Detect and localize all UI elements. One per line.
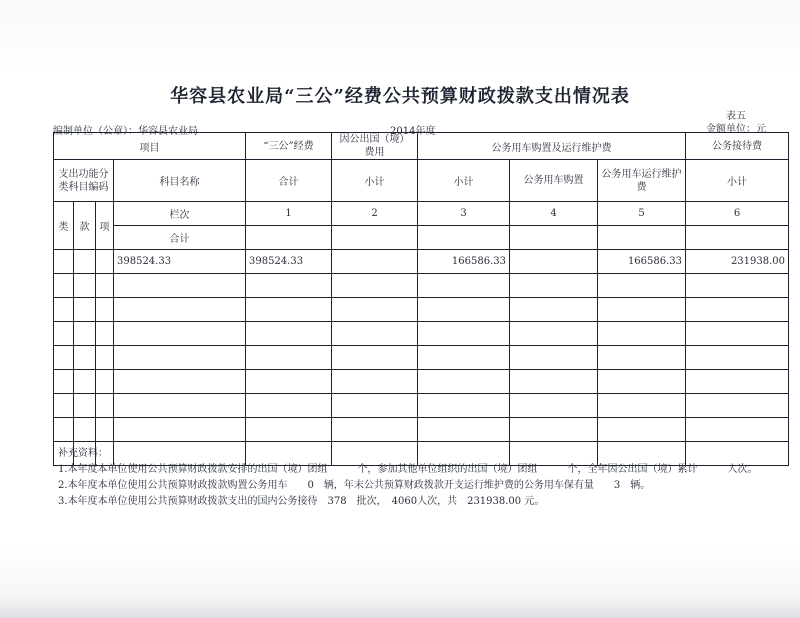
data-vehicle-purchase-value: [510, 250, 598, 274]
data-reception-value: 231938.00: [686, 250, 789, 274]
table-cell: [686, 370, 789, 394]
header-subject-name: 科目名称: [114, 160, 246, 202]
table-cell: [74, 370, 96, 394]
table-cell: [246, 274, 332, 298]
table-cell: [510, 298, 598, 322]
table-cell: [418, 346, 510, 370]
table-cell: [96, 322, 114, 346]
fiscal-year: 2014年度: [390, 126, 436, 137]
table-cell: [114, 346, 246, 370]
table-cell: [114, 274, 246, 298]
table-cell: [246, 226, 332, 250]
table-row: [54, 394, 789, 418]
table-cell: [332, 226, 418, 250]
table-cell: [96, 418, 114, 442]
table-row: [54, 370, 789, 394]
header-vehicle-operation: 公务用车运行维护费: [598, 160, 686, 202]
table-cell: [54, 298, 74, 322]
table-cell: [418, 418, 510, 442]
column-index-6: 6: [686, 202, 789, 226]
table-cell: [74, 346, 96, 370]
table-cell: [96, 346, 114, 370]
table-cell: [54, 250, 74, 274]
table-cell: [332, 394, 418, 418]
expenditure-table: [53, 132, 789, 466]
table-cell: [598, 346, 686, 370]
table-cell: [54, 274, 74, 298]
table-cell: [246, 346, 332, 370]
table-cell: [598, 418, 686, 442]
column-index-5: 5: [598, 202, 686, 226]
column-index-1: 1: [246, 202, 332, 226]
header-vehicle-purchase: 公务用车购置: [510, 160, 598, 202]
table-cell: [418, 274, 510, 298]
amount-unit: 金额单位：元: [706, 124, 766, 135]
table-cell: [686, 298, 789, 322]
header-abroad-subtotal: 小计: [332, 160, 418, 202]
header-reception: 公务接待费: [686, 133, 789, 160]
table-cell: [598, 394, 686, 418]
table-cell: [686, 322, 789, 346]
table-cell: [332, 418, 418, 442]
table-cell: [54, 322, 74, 346]
table-row: [54, 274, 789, 298]
data-subject-value: 398524.33: [114, 250, 246, 274]
table-cell: [332, 298, 418, 322]
table-cell: [510, 370, 598, 394]
header-func-code: 支出功能分类科目编码: [54, 160, 114, 202]
table-cell: [96, 274, 114, 298]
table-cell: [510, 226, 598, 250]
table-cell: [96, 394, 114, 418]
table-cell: [96, 370, 114, 394]
table-row: [54, 298, 789, 322]
data-vehicle-subtotal-value: 166586.33: [418, 250, 510, 274]
table-cell: [114, 394, 246, 418]
table-cell: [114, 418, 246, 442]
table-row: [54, 346, 789, 370]
header-lei: 类: [54, 202, 74, 250]
table-cell: [418, 298, 510, 322]
table-cell: [246, 394, 332, 418]
table-cell: [686, 346, 789, 370]
column-index-4: 4: [510, 202, 598, 226]
page-edge-shadow: [0, 596, 800, 618]
table-cell: [246, 418, 332, 442]
table-cell: [598, 322, 686, 346]
table-cell: [96, 250, 114, 274]
header-total: 合计: [246, 160, 332, 202]
supplementary-notes: [58, 446, 758, 510]
table-cell: [74, 274, 96, 298]
table-cell: [114, 298, 246, 322]
header-item: 项目: [54, 133, 246, 160]
data-abroad-value: [332, 250, 418, 274]
table-cell: [418, 226, 510, 250]
total-row-label: 合计: [114, 226, 246, 250]
table-cell: [510, 274, 598, 298]
table-cell: [418, 394, 510, 418]
table-row: [54, 322, 789, 346]
table-cell: [74, 322, 96, 346]
header-row-2: [54, 160, 789, 202]
table-cell: [418, 370, 510, 394]
header-vehicle: 公务用车购置及运行维护费: [418, 133, 686, 160]
table-cell: [54, 346, 74, 370]
header-row-1: [54, 133, 789, 160]
notes-heading: 补充资料：: [58, 448, 108, 459]
table-cell: [332, 370, 418, 394]
table-cell: [114, 322, 246, 346]
row-total: [54, 226, 789, 250]
table-cell: [598, 370, 686, 394]
data-row: [54, 250, 789, 274]
table-cell: [74, 298, 96, 322]
table-cell: [74, 394, 96, 418]
data-sangong-value: 398524.33: [246, 250, 332, 274]
table-cell: [686, 226, 789, 250]
document-title: 华容县农业局“三公”经费公共预算财政拨款支出情况表: [170, 86, 630, 107]
column-index-label: 栏次: [114, 202, 246, 226]
table-cell: [74, 418, 96, 442]
table-cell: [332, 274, 418, 298]
header-reception-subtotal: 小计: [686, 160, 789, 202]
note-line-2: 2.本年度本单位使用公共预算财政拨款购置公务用车 0 辆，年末公共预算财政拨款开支运行维护费的公务用车保有量 3 辆。: [58, 480, 651, 491]
table-cell: [246, 298, 332, 322]
note-line-3: 3.本年度本单位使用公共预算财政拨款支出的国内公务接待 378 批次， 4060人次，共 231938.00 元。: [58, 496, 545, 507]
table-cell: [74, 250, 96, 274]
table-cell: [54, 370, 74, 394]
sheet-number: 表五: [726, 111, 746, 122]
header-xiang: 项: [96, 202, 114, 250]
header-abroad: 因公出国（境）费用: [332, 133, 418, 160]
table-cell: [418, 322, 510, 346]
header-vehicle-subtotal: 小计: [418, 160, 510, 202]
table-cell: [332, 322, 418, 346]
table-cell: [246, 370, 332, 394]
table-cell: [686, 394, 789, 418]
table-cell: [686, 418, 789, 442]
table-cell: [96, 298, 114, 322]
table-cell: [510, 418, 598, 442]
header-kuan: 款: [74, 202, 96, 250]
table-cell: [598, 298, 686, 322]
table-cell: [598, 226, 686, 250]
table-cell: [686, 274, 789, 298]
row-column-index: [54, 202, 789, 226]
column-index-3: 3: [418, 202, 510, 226]
header-sangong: “三公”经费: [246, 133, 332, 160]
table-cell: [114, 370, 246, 394]
table-cell: [510, 346, 598, 370]
table-cell: [54, 394, 74, 418]
table-cell: [246, 322, 332, 346]
note-line-1: 1.本年度本单位使用公共预算财政拨款安排的出国（境）团组 个，参加其他单位组织的出国（境）团组 个，全年因公出国（境）累计 人次。: [58, 464, 758, 475]
table-cell: [510, 322, 598, 346]
table-cell: [54, 418, 74, 442]
preparing-unit: 编制单位（公章）：华容县农业局: [53, 126, 198, 137]
table-cell: [510, 394, 598, 418]
data-vehicle-operation-value: 166586.33: [598, 250, 686, 274]
table-cell: [332, 346, 418, 370]
table-cell: [598, 274, 686, 298]
column-index-2: 2: [332, 202, 418, 226]
table-row: [54, 418, 789, 442]
